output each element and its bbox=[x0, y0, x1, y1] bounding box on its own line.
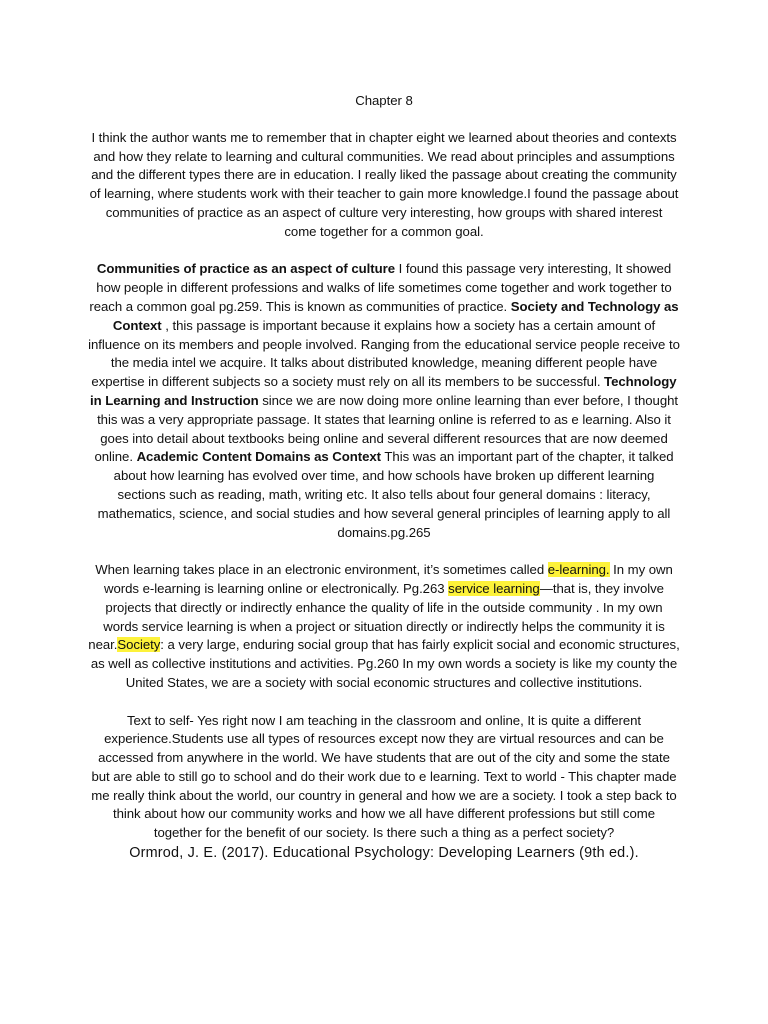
passage-text-technology: since we are now doing more online learning than ever before, I thought this was a very appropriate passage. It states that learning online is referred to as e learning. Also it goes into detail about textbooks being online and several different resources that are now deemed online. bbox=[94, 392, 679, 465]
definitions-text-1: When learning takes place in an electronic environment, it’s sometimes called bbox=[95, 562, 548, 578]
paragraph-definitions bbox=[88, 561, 680, 693]
paragraph-intro: I think the author wants me to remember that in chapter eight we learned about theories and contexts and how they relate to learning and cultural communities. We read about principles and assumptions and the different types there are in education. I really liked the passage about creating the community of learning, where students work with their teacher to gain more knowledge.I found the passage about communities of practice as an aspect of culture very interesting, how groups with shared interest come together for a common goal. bbox=[89, 129, 679, 239]
chapter-title: Chapter 8 bbox=[355, 93, 413, 108]
heading-communities-of-practice: Communities of practice as an aspect of culture bbox=[96, 261, 395, 277]
definitions-text-3: —that is, they involve projects that directly or indirectly enhance the quality of life in the outside community . In my own words service learning is when a project or situation directly or indirectly helps the community it is near. bbox=[88, 580, 665, 653]
definitions-text-4: : a very large, enduring social group that has fairly explicit social and economic structures, as well as collective institutions and activities. Pg.260 In my own words a society is like my county the United States, we are a society with social economic structures and collective institutions. bbox=[90, 637, 680, 690]
paragraph-passages bbox=[88, 260, 680, 542]
paragraph-text-to-self: Text to self- Yes right now I am teaching in the classroom and online, It is quite a different experience.Students use all types of resources except now they are virtual resources and can be accessed from anywhere in the world. We have students that are out of the city and some the state but are able to still go to school and do their work due to e learning. Text to world - This chapter made me really think about the world, our country in general and how we are a society. I took a step back to think about how our community works and how we all have different professions but still come together for the benefit of our society. Is there such a thing as a perfect society? bbox=[91, 712, 677, 841]
passage-text-academic: This was an important part of the chapter, it talked about how learning has evolved over time, and how schools have broken up different learning sections such as reading, math, writing etc. It also tells about four general domains : literacy, mathematics, science, and social studies and how several general principles of learning apply to all domains.pg.265 bbox=[97, 449, 674, 540]
highlight-e-learning: e-learning. bbox=[547, 562, 610, 578]
heading-technology-learning: Technology in Learning and Instruction bbox=[89, 374, 677, 408]
passage-text-society: , this passage is important because it explains how a society has a certain amount of influence on its members and people involved. Ranging from the educational service people receive to the media intel we acquire. It talks about distributed knowledge, meaning different people have expertise in different subjects so a society must rely on all its members to be successful. bbox=[88, 317, 680, 390]
heading-society-technology: Society and Technology as Context bbox=[112, 298, 679, 333]
heading-academic-content: Academic Content Domains as Context bbox=[136, 449, 382, 465]
document-body bbox=[88, 92, 680, 863]
highlight-service-learning: service learning bbox=[448, 580, 540, 596]
citation: Ormrod, J. E. (2017). Educational Psychology: Developing Learners (9th ed.). bbox=[129, 845, 639, 862]
highlight-society: Society bbox=[117, 637, 161, 653]
passage-text-communities: I found this passage very interesting, It showed how people in different professions and walks of life sometimes come together and work together to reach a common goal pg.259. This is known as communities of practice. bbox=[89, 261, 672, 314]
definitions-text-2: In my own words e-learning is learning online or electronically. Pg.263 bbox=[104, 562, 673, 596]
